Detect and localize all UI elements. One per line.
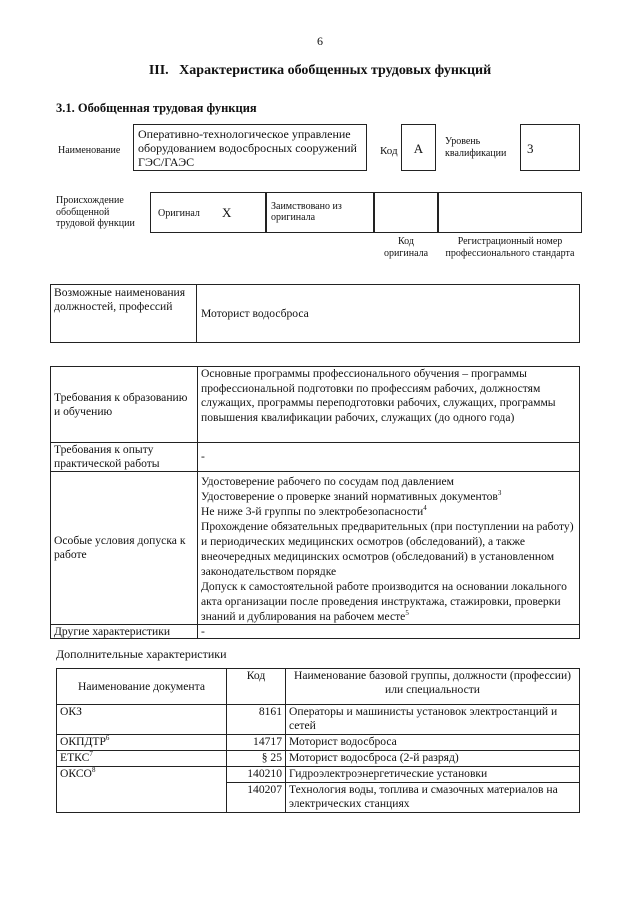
- page-number: 6: [317, 34, 323, 48]
- table-row: [51, 443, 580, 472]
- reg-number-cell: [438, 192, 582, 233]
- admission-line: Удостоверение рабочего по сосудам под давлением: [201, 475, 454, 488]
- other-value: -: [198, 625, 580, 639]
- positions-table: [50, 284, 580, 343]
- doc-cell: ОКЗ: [57, 705, 227, 735]
- level-label: Уровень квалификации: [445, 136, 507, 159]
- admission-line: Не ниже 3-й группы по электробезопасности$^4$: [201, 504, 427, 518]
- doc-cell: ОКПДТР$^6$: [57, 735, 227, 751]
- header-code: Код: [227, 669, 286, 705]
- doc-cell: ОКСО$^8$: [57, 767, 227, 813]
- function-name-field: Оперативно-технологическое управление оборудованием водосбросных сооружений ГЭС/ГАЭС: [133, 124, 367, 171]
- code-original-cell: [374, 192, 438, 233]
- positions-label: Возможные наименования должностей, профессий: [51, 285, 197, 343]
- section-title: III. Характеристика обобщенных трудовых функций: [148, 63, 492, 78]
- footnote-mark: 6: [105, 734, 110, 743]
- admission-value: [198, 472, 580, 625]
- table-row: [57, 705, 580, 735]
- code-cell: 8161: [227, 705, 286, 735]
- admission-line: Удостоверение о проверке знаний нормативных документов$^3$: [201, 489, 502, 503]
- code-label: Код: [380, 145, 398, 157]
- footnote-mark: 5: [405, 609, 409, 618]
- admission-line: Допуск к самостоятельной работе производится на основании локального акта организации после проведения инструктажа, стажировки, проверки знаний и дублирования на рабочем месте$^5$: [201, 580, 567, 623]
- borrowed-cell: Заимствовано из оригинала: [266, 192, 374, 233]
- requirements-table: [50, 366, 580, 639]
- name-cell: Моторист водосброса (2-й разряд): [286, 751, 580, 767]
- header-name: Наименование базовой группы, должности (профессии) или специальности: [286, 669, 580, 705]
- table-row: [57, 767, 580, 783]
- origin-label: Происхождение обобщенной трудовой функции: [56, 195, 135, 229]
- admission-label: Особые условия допуска к работе: [51, 472, 198, 625]
- name-cell: Моторист водосброса: [286, 735, 580, 751]
- function-code-field: А: [401, 124, 436, 171]
- other-label: Другие характеристики: [51, 625, 198, 639]
- table-row: [57, 735, 580, 751]
- footnote-mark: 7: [89, 750, 93, 759]
- header-doc: Наименование документа: [57, 669, 227, 705]
- name-cell: Гидроэлектроэнергетические установки: [286, 767, 580, 783]
- code-original-caption: Код оригинала: [383, 236, 429, 259]
- footnote-mark: 8: [91, 766, 96, 775]
- admission-line: Прохождение обязательных предварительных (при поступлении на работу) и периодических медицинских осмотров (обследований), а также внеочередных медицинских осмотров (обследований) в установленном законодательством порядке: [201, 520, 574, 578]
- table-row: [51, 625, 580, 639]
- table-row: [51, 472, 580, 625]
- footnote-mark: 4: [423, 504, 427, 513]
- table-row: [51, 367, 580, 443]
- table-header-row: [57, 669, 580, 705]
- original-mark: X: [222, 205, 232, 220]
- code-cell: § 25: [227, 751, 286, 767]
- name-label: Наименование: [58, 145, 121, 156]
- additional-table: [56, 668, 580, 813]
- experience-label: Требования к опыту практической работы: [51, 443, 198, 472]
- doc-cell: ЕТКС$^7$: [57, 751, 227, 767]
- name-cell: Технология воды, топлива и смазочных материалов на электрических станциях: [286, 783, 580, 813]
- table-row: [57, 751, 580, 767]
- footnote-mark: 3: [497, 489, 502, 498]
- subsection-title: 3.1. Обобщенная трудовая функция: [56, 101, 257, 115]
- code-cell: 14717: [227, 735, 286, 751]
- original-label: Оригинал: [158, 208, 200, 219]
- positions-value: Моторист водосброса: [197, 285, 580, 343]
- additional-title: Дополнительные характеристики: [56, 647, 227, 661]
- education-value: Основные программы профессионального обучения – программы профессиональной подготовки по профессиям рабочих, должностям служащих, программы переподготовки рабочих, служащих, программы повышения квалификации рабочих, служащих (до одного года): [198, 367, 580, 443]
- experience-value: -: [198, 443, 580, 472]
- reg-number-caption: Регистрационный номер профессионального стандарта: [445, 236, 575, 259]
- qualification-level-field: 3: [520, 124, 580, 171]
- education-label: Требования к образованию и обучению: [51, 367, 198, 443]
- name-cell: Операторы и машинисты установок электростанций и сетей: [286, 705, 580, 735]
- code-cell: 140207: [227, 783, 286, 813]
- code-cell: 140210: [227, 767, 286, 783]
